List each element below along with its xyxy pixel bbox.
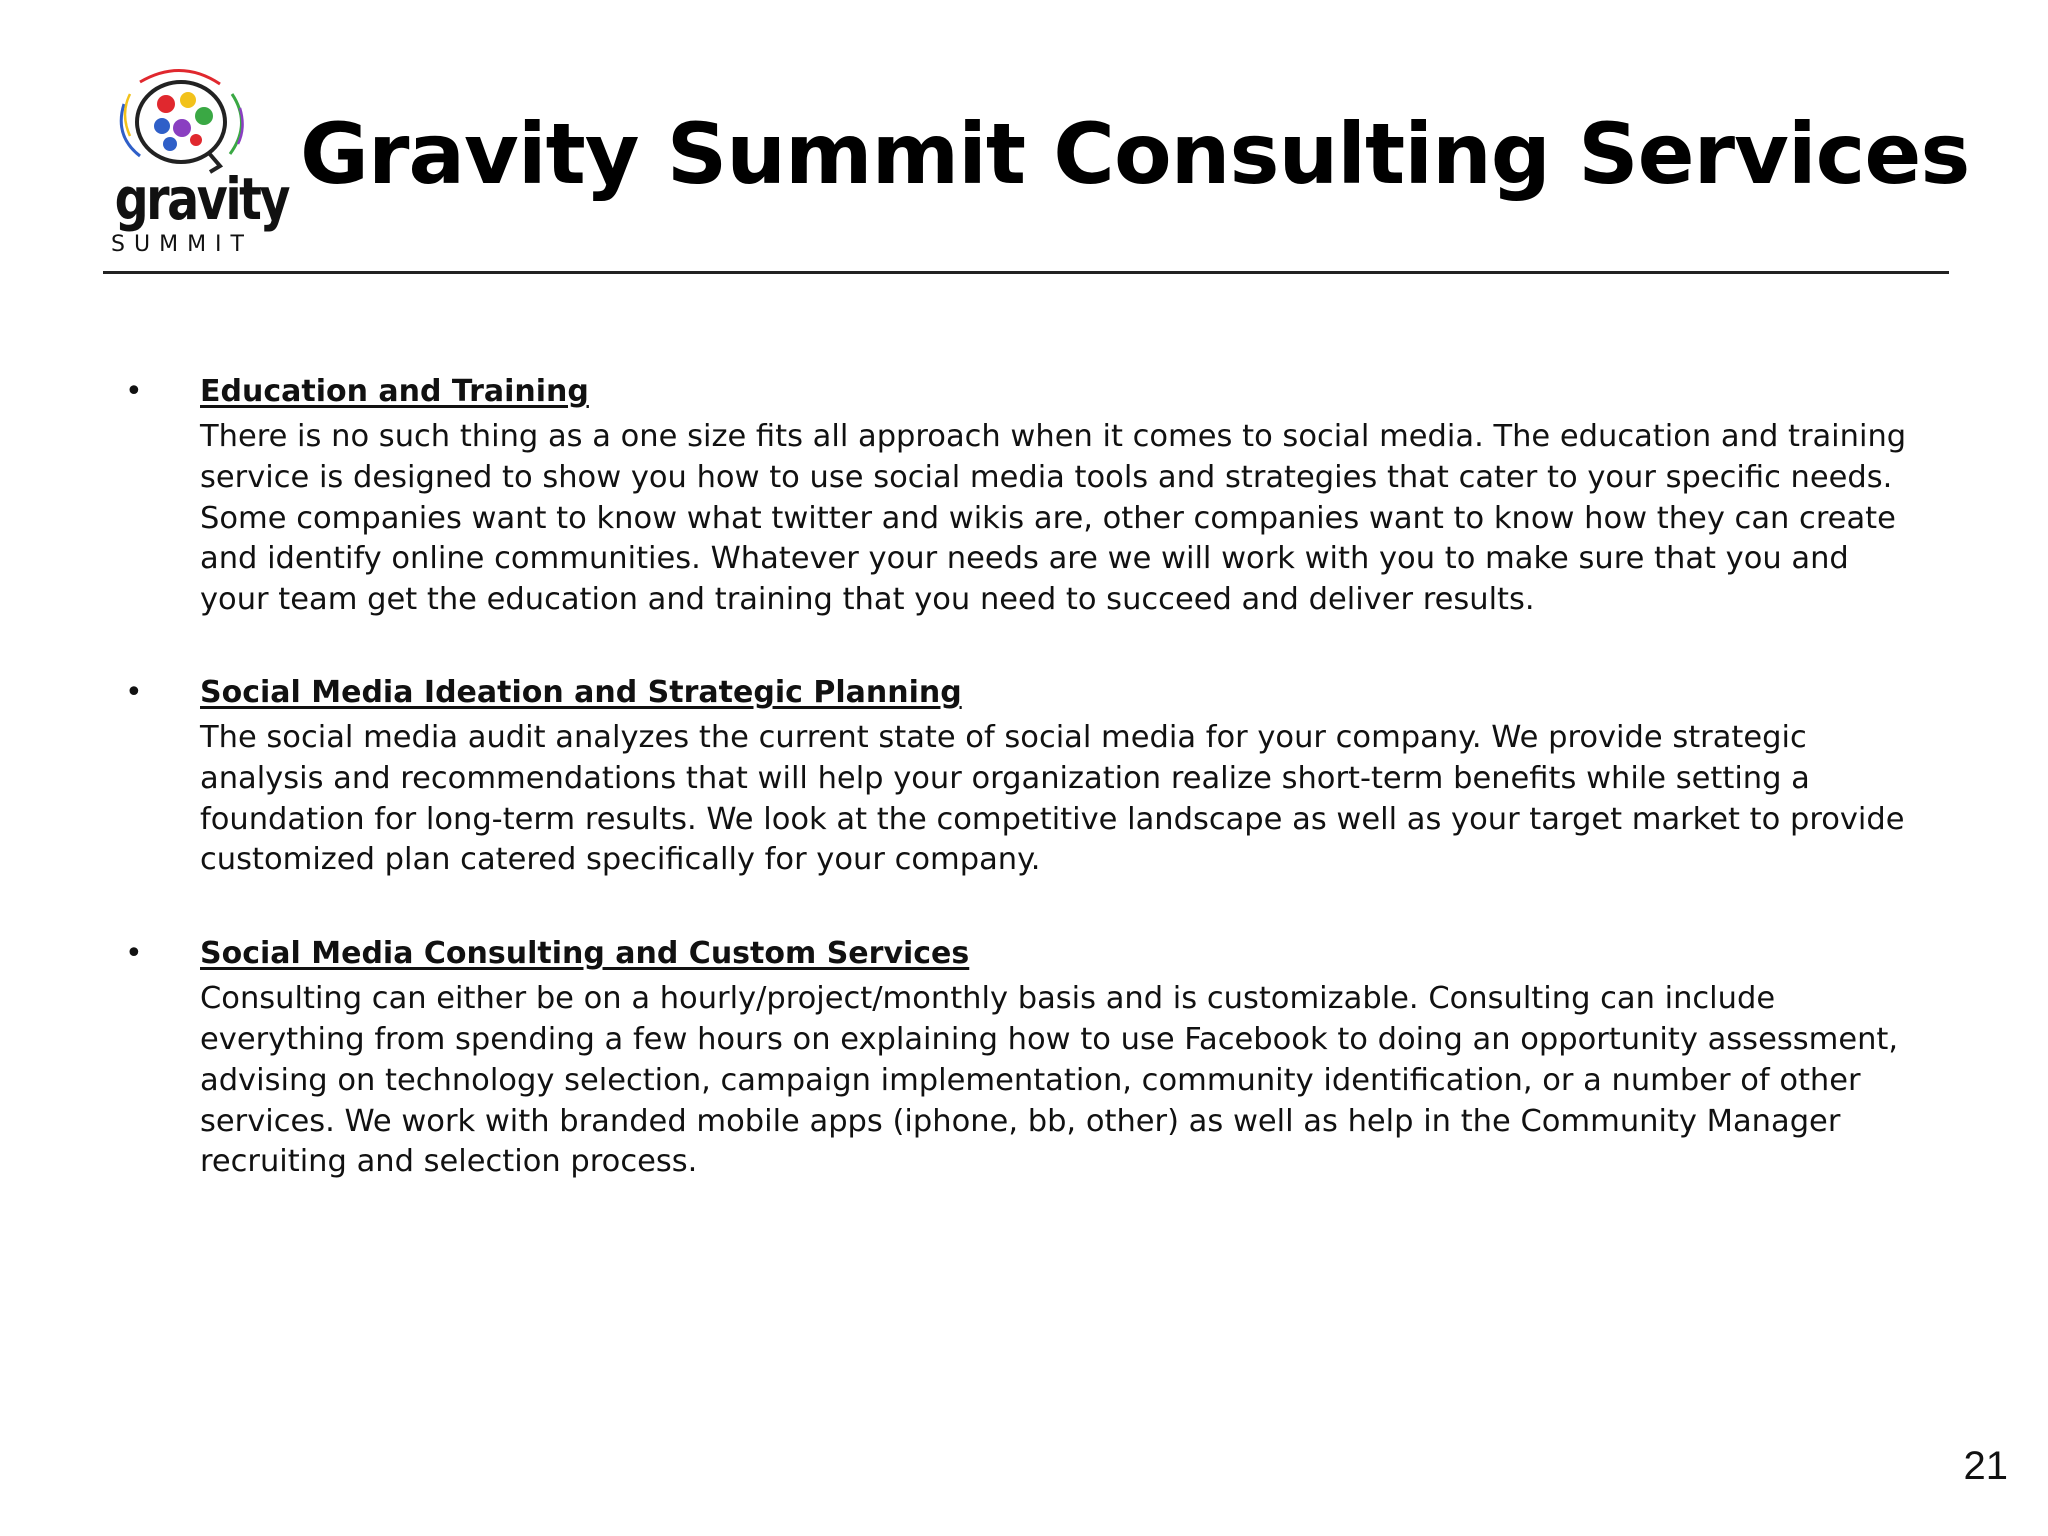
bullet-icon: • (125, 374, 143, 409)
bullet-icon: • (125, 936, 143, 972)
page-number: 21 (1963, 1444, 2008, 1488)
service-heading: Social Media Ideation and Strategic Planning (200, 674, 962, 710)
title-divider (103, 271, 1949, 274)
logo-wordmark: gravity (114, 165, 288, 233)
service-heading: Education and Training (200, 374, 589, 409)
logo-subtitle: SUMMIT (111, 232, 253, 257)
service-item-education-training (125, 370, 1925, 621)
page-title: Gravity Summit Consulting Services (300, 105, 1970, 203)
logo-emblem-icon (100, 64, 262, 174)
service-item-consulting-custom (125, 932, 1925, 1183)
bullet-icon: • (125, 674, 143, 710)
service-heading: Social Media Consulting and Custom Services (200, 936, 970, 972)
service-item-ideation-planning (125, 671, 1925, 881)
service-description: There is no such thing as a one size fits all approach when it comes to social media. The education and training service is designed to show you how to use social media tools and strategies that cater to your specific needs. Some companies want to know what twitter and wikis are, other companies want to know how they can create and identify online communities. Whatever your needs are we will work with you to make sure that you and your team get the education and training that you need to succeed and deliver results. (200, 419, 1907, 618)
gravity-summit-logo (100, 64, 288, 260)
services-list (125, 370, 1925, 1183)
service-description: Consulting can either be on a hourly/project/monthly basis and is customizable. Consulting can include everything from spending a few hours on explaining how to use Facebook to doing an opportunity assessment, advising on technology selection, campaign implementation, community identification, or a number of other services. We work with branded mobile apps (iphone, bb, other) as well as help in the Community Manager recruiting and selection process. (200, 981, 1899, 1180)
service-description: The social media audit analyzes the current state of social media for your company. We provide strategic analysis and recommendations that will help your organization realize short-term benefits while setting a foundation for long-term results. We look at the competitive landscape as well as your target market to provide customized plan catered specifically for your company. (200, 719, 1905, 878)
